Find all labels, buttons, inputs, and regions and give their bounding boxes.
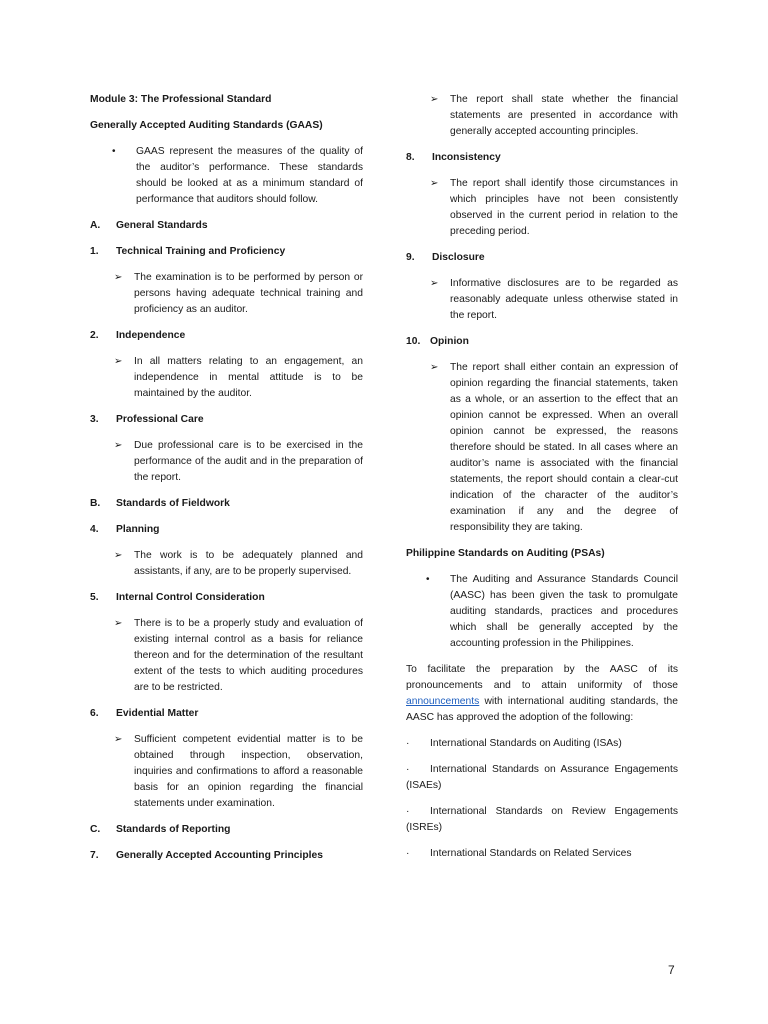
psa-heading: Philippine Standards on Auditing (PSAs) [406,548,605,559]
arrow-bullet-icon: ➢ [114,440,123,451]
standards-list-item: · International Standards on Assurance Engagements (ISAEs) [406,764,678,791]
arrow-bullet-icon: ➢ [430,94,439,105]
arrow-bullet-icon: ➢ [430,178,439,189]
adoption-paragraph: To facilitate the preparation by the AASC of its pronouncements and to attain uniformity of those announcements with international auditing standards, the AASC has approved the adoption of the following: [406,664,678,723]
arrow-bullet-icon: ➢ [114,272,123,283]
bullet-marker: • [426,574,430,585]
standards-list-item: · International Standards on Auditing (ISAs) [406,738,622,749]
standard-8-heading: 8. Inconsistency [406,152,501,163]
arrow-bullet-icon: ➢ [114,356,123,367]
gaas-heading: Generally Accepted Auditing Standards (GAAS) [90,120,323,131]
standards-list-item: · International Standards on Related Services [406,848,632,859]
standard-7-item: ➢ The report shall state whether the financial statements are presented in accordance with generally accepted accounting principles. [406,92,678,140]
left-column [90,92,363,874]
announcements-link[interactable]: announcements [406,696,480,707]
standard-9-heading: 9. Disclosure [406,252,485,263]
module-title: Module 3: The Professional Standard [90,94,272,105]
section-b-heading: B. Standards of Fieldwork [90,498,230,509]
standard-1-heading: 1. Technical Training and Proficiency [90,246,286,257]
standard-8-item: ➢ The report shall identify those circumstances in which principles have not been consistently observed in the current period in relation to the preceding period. [406,176,678,240]
standard-1-item: ➢ The examination is to be performed by person or persons having adequate technical training and proficiency as an auditor. [90,270,363,318]
standards-list-item: · International Standards on Review Engagements (ISREs) [406,806,678,833]
standard-4-item: ➢ The work is to be adequately planned and assistants, if any, are to be properly supervised. [90,548,363,580]
standard-3-item: ➢ Due professional care is to be exercised in the performance of the audit and in the preparation of the report. [90,438,363,486]
standard-4-heading: 4. Planning [90,524,160,535]
arrow-bullet-icon: ➢ [430,362,439,373]
standard-6-heading: 6. Evidential Matter [90,708,199,719]
psa-bullet-item: • The Auditing and Assurance Standards Council (AASC) has been given the task to promulgate auditing standards, practices and procedures which shall be generally accepted by the accounting profession in the Philippines. [406,572,678,652]
standard-2-item: ➢ In all matters relating to an engagement, an independence in mental attitude is to be maintained by the auditor. [90,354,363,402]
right-column [406,92,678,872]
section-a-heading: A. General Standards [90,220,208,231]
gaas-bullet-item [90,144,363,208]
standard-10-item: ➢ The report shall either contain an expression of opinion regarding the financial statements, taken as a whole, or an assertion to the effect that an opinion cannot be expressed. When an overall opinion cannot be expressed, the reasons therefore should be stated. In all cases where an auditor’s name is associated with the financial statements, the report should contain a clear-cut indication of the character of the auditor’s examination if any and the degree of responsibility they are taking. [406,360,678,536]
standard-5-heading: 5. Internal Control Consideration [90,592,265,603]
arrow-bullet-icon: ➢ [430,278,439,289]
standard-6-item: ➢ Sufficient competent evidential matter is to be obtained through inspection, observation, inquiries and confirmations to afford a reasonable basis for an opinion regarding the financial statements under examination. [90,732,363,812]
bullet-marker: • [112,146,116,157]
standard-2-heading: 2. Independence [90,330,186,341]
standard-7-heading: 7. Generally Accepted Accounting Principles [90,850,323,861]
standard-10-heading: 10. Opinion [406,336,469,347]
arrow-bullet-icon: ➢ [114,550,123,561]
gaas-bullet-text: GAAS represent the measures of the quality of the auditor’s performance. These standards should be looked at as a minimum standard of performance that auditors should follow. [136,146,363,205]
standard-3-heading: 3. Professional Care [90,414,204,425]
page-number: 7 [668,963,675,977]
standard-9-item: ➢ Informative disclosures are to be regarded as reasonably adequate unless otherwise stated in the report. [406,276,678,324]
section-c-heading: C. Standards of Reporting [90,824,231,835]
arrow-bullet-icon: ➢ [114,618,123,629]
arrow-bullet-icon: ➢ [114,734,123,745]
standard-5-item: ➢ There is to be a properly study and evaluation of existing internal control as a basis for reliance thereon and for the determination of the resultant extent of the tests to which auditing procedures are to be restricted. [90,616,363,696]
